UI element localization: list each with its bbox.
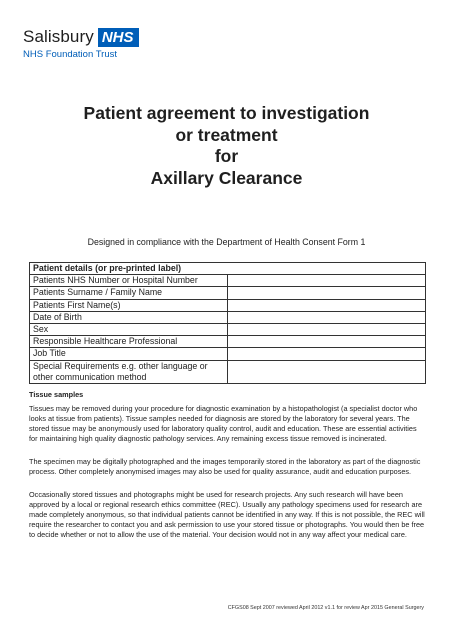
row-label: Responsible Healthcare Professional: [30, 336, 228, 348]
research-paragraph: Occasionally stored tissues and photographs might be used for research projects. Any such research will have been approved by a local or regional research ethics committee (REC). Usually any pathology specimens used for research are made completely anonymous, so that individual patients cannot be identified in any way. If this is not possible, the REC will require the researcher to contact you and ask permission to use your stored tissue or photographs. You would then be free to decide whether or not to allow the use of the material. Your decision would not in any way affect your medical care.: [29, 490, 425, 539]
photo-paragraph: The specimen may be digitally photographed and the images temporarily stored in the laboratory as part of the diagnostic process. Other completely anonymised images may also be used for quality assurance, audit and education purposes.: [29, 457, 421, 476]
row-value-field[interactable]: [228, 287, 426, 299]
patient-details-table: [29, 262, 426, 384]
tissue-samples-heading: Tissue samples: [29, 390, 84, 399]
row-value-field[interactable]: [228, 336, 426, 348]
table-row: [30, 348, 426, 360]
row-label: Patients First Name(s): [30, 299, 228, 311]
row-label: Job Title: [30, 348, 228, 360]
table-row: [30, 299, 426, 311]
row-label: Date of Birth: [30, 311, 228, 323]
table-row: [30, 287, 426, 299]
row-value-field[interactable]: [228, 311, 426, 323]
logo-trust-name: Salisbury: [23, 27, 94, 46]
row-value-field[interactable]: [228, 360, 426, 383]
title-line: or treatment: [175, 124, 278, 145]
tissue-paragraph: Tissues may be removed during your procedure for diagnostic examination by a histopathologist (a specialist doctor who looks at tissue from patients). Tissue samples needed for diagnosis are stored by the laboratory for several years. The stored tissue may be anonymously used for laboratory quality control, audit and education. These are essential activities for maintaining high quality diagnostic pathology services. Any remaining excess tissue removed is incinerated.: [29, 404, 418, 443]
patient-details-header: Patient details (or pre-printed label): [30, 263, 426, 275]
row-value-field[interactable]: [228, 323, 426, 335]
title-line: Patient agreement to investigation: [83, 103, 370, 123]
row-value-field[interactable]: [228, 299, 426, 311]
table-row: [30, 323, 426, 335]
table-header-row: [30, 263, 426, 275]
row-value-field[interactable]: [228, 275, 426, 287]
row-label: Sex: [30, 323, 228, 335]
row-label: Special Requirements e.g. other language or other communication method: [30, 360, 228, 383]
table-row: [30, 311, 426, 323]
row-label: Patients Surname / Family Name: [30, 287, 228, 299]
trust-logo: [23, 27, 139, 60]
document-title: [0, 103, 453, 189]
nhs-logo-box: NHS: [98, 28, 139, 47]
title-line: for: [214, 146, 239, 166]
compliance-note: Designed in compliance with the Department of Health Consent Form 1: [87, 237, 366, 247]
table-row: [30, 275, 426, 287]
logo-subtitle: NHS Foundation Trust: [23, 49, 117, 60]
row-value-field[interactable]: [228, 348, 426, 360]
title-line: Axillary Clearance: [150, 167, 303, 188]
row-label: Patients NHS Number or Hospital Number: [30, 275, 228, 287]
document-footer: CFGS08 Sept 2007 reviewed April 2012 v1.1 for review Apr 2015 General Surgery: [227, 605, 424, 611]
table-row: [30, 360, 426, 383]
table-row: [30, 336, 426, 348]
